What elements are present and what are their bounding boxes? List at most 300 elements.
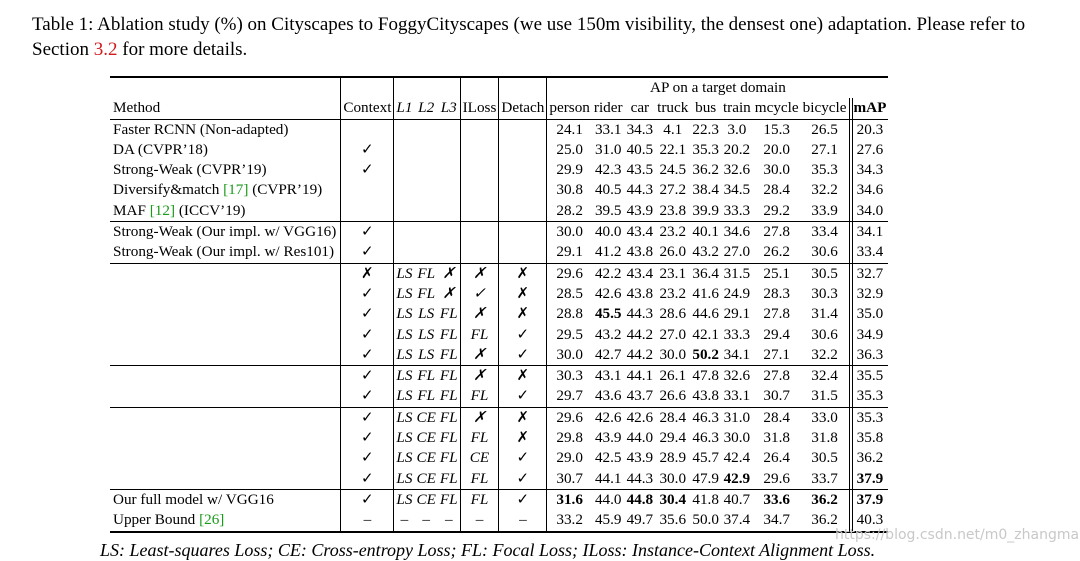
value-cell-mcycle: 27.1 bbox=[763, 345, 790, 363]
value-cell-map: 37.9 bbox=[849, 489, 888, 510]
method-cell bbox=[110, 160, 341, 180]
l2-cell: FL bbox=[414, 366, 437, 387]
value-cell-map: 27.6 bbox=[849, 140, 888, 160]
l3-cell bbox=[438, 140, 460, 160]
value-cell-bus: 41.8 bbox=[690, 489, 721, 510]
column-header-rider: rider bbox=[592, 98, 625, 119]
value-cell-rider: 42.5 bbox=[594, 449, 622, 467]
l2-cell: CE bbox=[414, 489, 437, 510]
method-cell bbox=[110, 469, 341, 490]
value-cell-mcycle: 15.3 bbox=[763, 120, 790, 138]
value-cell-truck: 24.5 bbox=[659, 161, 687, 179]
value-cell-car: 43.5 bbox=[626, 161, 654, 179]
l2-cell: FL bbox=[414, 263, 437, 284]
value-cell-truck: 28.4 bbox=[655, 407, 690, 428]
value-cell-rider: 33.1 bbox=[594, 120, 622, 138]
value-cell-bicycle: 33.9 bbox=[811, 201, 838, 219]
method-name: Our full model w/ VGG16 bbox=[113, 490, 274, 508]
detach-cell: ✗ bbox=[499, 407, 547, 428]
l2-cell: CE bbox=[416, 469, 436, 487]
watermark: https://blog.csdn.net/m0_zhangma bbox=[835, 527, 1080, 543]
context-cell: ✓ bbox=[341, 325, 394, 345]
header-spacer bbox=[460, 77, 499, 98]
iloss-cell: ✗ bbox=[460, 345, 499, 366]
detach-cell: ✗ bbox=[499, 366, 547, 387]
header-group-label: AP on a target domain bbox=[547, 77, 889, 98]
l1-cell: LS bbox=[394, 345, 415, 366]
iloss-cell bbox=[460, 140, 499, 160]
value-cell-truck: 22.1 bbox=[659, 140, 687, 158]
l3-cell: FL bbox=[438, 489, 460, 510]
table-row bbox=[110, 469, 888, 490]
value-cell-map: 35.5 bbox=[849, 366, 888, 387]
detach-cell bbox=[499, 242, 547, 263]
l3-cell bbox=[438, 201, 460, 222]
value-cell-map: 35.3 bbox=[849, 407, 888, 428]
l1-cell: LS bbox=[394, 448, 415, 468]
method-cell bbox=[110, 510, 341, 531]
method-cell bbox=[110, 345, 341, 366]
column-header-l1: L1 bbox=[394, 98, 415, 119]
value-cell-bicycle: 31.4 bbox=[811, 305, 838, 323]
context-cell: ✓ bbox=[341, 160, 394, 180]
table-row bbox=[110, 119, 888, 140]
table-row bbox=[110, 510, 888, 531]
value-cell-rider: 42.6 bbox=[594, 284, 622, 302]
value-cell-person: 30.3 bbox=[547, 366, 592, 387]
value-cell-map: 34.1 bbox=[849, 222, 888, 243]
l3-cell: FL bbox=[439, 449, 458, 467]
value-cell-mcycle: 30.0 bbox=[763, 161, 790, 179]
table-row bbox=[110, 304, 888, 324]
value-cell-car: 43.9 bbox=[626, 201, 654, 219]
context-cell: ✓ bbox=[341, 242, 394, 263]
value-cell-bicycle: 32.2 bbox=[811, 345, 838, 363]
method-cell bbox=[110, 222, 341, 243]
detach-cell bbox=[499, 119, 547, 140]
l2-cell bbox=[414, 222, 437, 243]
column-header-map: mAP bbox=[849, 98, 888, 119]
value-cell-bicycle: 31.5 bbox=[811, 387, 838, 405]
value-cell-truck: 27.0 bbox=[659, 325, 687, 343]
iloss-cell: FL bbox=[460, 428, 499, 448]
value-cell-rider: 42.3 bbox=[594, 161, 622, 179]
method-name: DA (CVPR’18) bbox=[113, 140, 208, 158]
value-cell-car: 44.8 bbox=[625, 489, 656, 510]
value-cell-train: 24.9 bbox=[723, 284, 751, 302]
l1-cell: LS bbox=[394, 386, 415, 407]
context-cell: ✓ bbox=[341, 489, 394, 510]
detach-cell bbox=[499, 160, 547, 180]
method-name: Diversify&match bbox=[113, 181, 224, 199]
value-cell-bus: 50.0 bbox=[690, 510, 721, 531]
value-cell-rider: 42.6 bbox=[592, 407, 625, 428]
iloss-cell: FL bbox=[460, 325, 499, 345]
value-cell-truck: 23.1 bbox=[655, 263, 690, 284]
l2-cell: FL bbox=[417, 387, 436, 405]
value-cell-rider: 43.6 bbox=[594, 387, 622, 405]
header-spacer bbox=[110, 77, 341, 98]
method-cell bbox=[110, 284, 341, 304]
l2-cell bbox=[414, 140, 437, 160]
value-cell-train: 32.6 bbox=[721, 366, 753, 387]
value-cell-car: 40.5 bbox=[626, 140, 654, 158]
l1-cell bbox=[394, 201, 415, 222]
l2-cell bbox=[414, 242, 437, 263]
iloss-cell bbox=[460, 160, 499, 180]
method-venue: (CVPR’19) bbox=[248, 181, 323, 199]
value-cell-rider: 45.5 bbox=[594, 305, 622, 323]
value-cell-mcycle: 27.8 bbox=[763, 305, 790, 323]
l2-cell: CE bbox=[416, 429, 436, 447]
value-cell-map: 33.4 bbox=[849, 242, 888, 263]
table-row bbox=[110, 242, 888, 263]
table-row bbox=[110, 180, 888, 200]
value-cell-bus: 41.6 bbox=[692, 284, 719, 302]
value-cell-map: 36.2 bbox=[849, 448, 888, 468]
l2-cell: LS bbox=[418, 305, 435, 323]
value-cell-rider: 44.1 bbox=[594, 469, 622, 487]
detach-cell: ✗ bbox=[499, 284, 547, 304]
value-cell-bicycle: 31.8 bbox=[811, 429, 838, 447]
value-cell-bus: 36.2 bbox=[692, 161, 719, 179]
value-cell-map: 35.3 bbox=[849, 386, 888, 407]
method-cell bbox=[110, 119, 341, 140]
value-cell-map: 36.3 bbox=[849, 345, 888, 366]
value-cell-person: 28.2 bbox=[547, 201, 592, 222]
l3-cell bbox=[438, 222, 460, 243]
l2-cell: CE bbox=[414, 407, 437, 428]
value-cell-bus: 40.1 bbox=[690, 222, 721, 243]
l1-cell: LS bbox=[394, 263, 415, 284]
value-cell-car: 42.6 bbox=[625, 407, 656, 428]
l1-cell: LS bbox=[394, 304, 415, 324]
value-cell-person: 29.5 bbox=[547, 325, 592, 345]
value-cell-train: 3.0 bbox=[727, 120, 747, 138]
value-cell-bus: 22.3 bbox=[692, 120, 719, 138]
method-name: Strong-Weak (CVPR’19) bbox=[113, 161, 267, 179]
value-cell-map: 40.3 bbox=[849, 510, 888, 531]
value-cell-bus: 38.4 bbox=[692, 181, 719, 199]
value-cell-bus: 39.9 bbox=[692, 201, 719, 219]
table-row bbox=[110, 325, 888, 345]
value-cell-bicycle: 27.1 bbox=[811, 140, 838, 158]
method-name: Strong-Weak (Our impl. w/ Res101) bbox=[113, 243, 335, 261]
column-header-car: car bbox=[625, 98, 656, 119]
value-cell-bus: 46.3 bbox=[692, 429, 719, 447]
context-cell: ✓ bbox=[341, 366, 394, 387]
value-cell-bus: 44.6 bbox=[692, 305, 719, 323]
context-cell: ✗ bbox=[341, 263, 394, 284]
value-cell-rider: 43.1 bbox=[592, 366, 625, 387]
value-cell-bus: 35.3 bbox=[692, 140, 719, 158]
l1-cell: – bbox=[394, 510, 415, 531]
method-cell bbox=[110, 386, 341, 407]
iloss-cell: – bbox=[460, 510, 499, 531]
citation-link[interactable]: [12] bbox=[149, 201, 176, 219]
value-cell-truck: 30.0 bbox=[659, 469, 687, 487]
context-cell: ✓ bbox=[341, 304, 394, 324]
value-cell-bus: 47.8 bbox=[690, 366, 721, 387]
context-cell: – bbox=[341, 510, 394, 531]
citation-link[interactable]: [26] bbox=[199, 511, 225, 529]
value-cell-car: 49.7 bbox=[625, 510, 656, 531]
value-cell-mcycle: 29.4 bbox=[763, 325, 790, 343]
value-cell-car: 44.2 bbox=[626, 345, 654, 363]
detach-cell: ✓ bbox=[499, 386, 547, 407]
method-name: Upper Bound bbox=[113, 511, 200, 529]
l2-cell bbox=[414, 160, 437, 180]
l3-cell: FL bbox=[438, 366, 460, 387]
value-cell-car: 43.8 bbox=[626, 284, 654, 302]
value-cell-bicycle: 36.2 bbox=[801, 510, 849, 531]
l2-cell bbox=[414, 180, 437, 200]
context-cell: ✓ bbox=[341, 407, 394, 428]
value-cell-rider: 40.0 bbox=[592, 222, 625, 243]
detach-cell bbox=[499, 180, 547, 200]
value-cell-train: 33.3 bbox=[723, 201, 751, 219]
l3-cell: – bbox=[438, 510, 460, 531]
method-cell bbox=[110, 407, 341, 428]
value-cell-bicycle: 30.5 bbox=[801, 263, 849, 284]
detach-cell bbox=[499, 140, 547, 160]
table-row bbox=[110, 284, 888, 304]
section-link[interactable]: 3.2 bbox=[93, 39, 118, 60]
value-cell-person: 31.6 bbox=[547, 489, 592, 510]
column-header-bus: bus bbox=[690, 98, 721, 119]
l3-cell: FL bbox=[439, 345, 458, 363]
value-cell-person: 29.6 bbox=[547, 263, 592, 284]
value-cell-train: 42.9 bbox=[723, 469, 751, 487]
l1-cell bbox=[394, 180, 415, 200]
value-cell-truck: 30.0 bbox=[659, 345, 687, 363]
context-cell bbox=[341, 201, 394, 222]
value-cell-bicycle: 32.4 bbox=[801, 366, 849, 387]
value-cell-map: 32.7 bbox=[849, 263, 888, 284]
column-header-method: Method bbox=[110, 98, 341, 119]
citation-link[interactable]: [17] bbox=[223, 181, 249, 199]
value-cell-train: 27.0 bbox=[723, 243, 751, 261]
value-cell-person: 29.1 bbox=[547, 242, 592, 263]
table-row bbox=[110, 140, 888, 160]
value-cell-mcycle: 26.4 bbox=[763, 449, 790, 467]
l2-cell: FL bbox=[417, 284, 436, 302]
context-cell: ✓ bbox=[341, 284, 394, 304]
value-cell-person: 33.2 bbox=[547, 510, 592, 531]
value-cell-person: 25.0 bbox=[547, 140, 592, 160]
value-cell-person: 28.8 bbox=[547, 304, 592, 324]
value-cell-car: 34.3 bbox=[626, 120, 654, 138]
value-cell-mcycle: 30.7 bbox=[763, 387, 790, 405]
value-cell-bicycle: 33.0 bbox=[801, 407, 849, 428]
value-cell-truck: 26.6 bbox=[659, 387, 687, 405]
table-row bbox=[110, 407, 888, 428]
l2-cell: LS bbox=[418, 345, 435, 363]
table-row bbox=[110, 489, 888, 510]
value-cell-car: 44.0 bbox=[626, 429, 654, 447]
column-header-truck: truck bbox=[655, 98, 690, 119]
value-cell-car: 44.3 bbox=[626, 181, 654, 199]
value-cell-map: 34.3 bbox=[849, 160, 888, 180]
table-row bbox=[110, 201, 888, 222]
value-cell-mcycle: 29.2 bbox=[763, 201, 790, 219]
iloss-cell: ✗ bbox=[460, 407, 499, 428]
value-cell-person: 30.7 bbox=[547, 469, 592, 490]
l1-cell: LS bbox=[394, 284, 415, 304]
l3-cell: FL bbox=[439, 305, 458, 323]
value-cell-map: 37.9 bbox=[849, 469, 888, 490]
value-cell-mcycle: 26.2 bbox=[763, 243, 790, 261]
value-cell-rider: 43.2 bbox=[594, 325, 622, 343]
l2-cell bbox=[414, 201, 437, 222]
context-cell: ✓ bbox=[341, 140, 394, 160]
l3-cell bbox=[438, 160, 460, 180]
value-cell-truck: 29.4 bbox=[659, 429, 687, 447]
value-cell-mcycle: 25.1 bbox=[753, 263, 801, 284]
table-row bbox=[110, 263, 888, 284]
context-cell: ✓ bbox=[341, 428, 394, 448]
column-header-mcycle: mcycle bbox=[753, 98, 801, 119]
method-cell bbox=[110, 448, 341, 468]
value-cell-truck: 30.4 bbox=[655, 489, 690, 510]
value-cell-car: 44.1 bbox=[625, 366, 656, 387]
value-cell-person: 28.5 bbox=[547, 284, 592, 304]
method-cell bbox=[110, 428, 341, 448]
value-cell-train: 34.6 bbox=[721, 222, 753, 243]
value-cell-mcycle: 27.8 bbox=[753, 366, 801, 387]
table-row bbox=[110, 160, 888, 180]
value-cell-mcycle: 27.8 bbox=[753, 222, 801, 243]
value-cell-bus: 46.3 bbox=[690, 407, 721, 428]
value-cell-map: 20.3 bbox=[849, 119, 888, 140]
table-row bbox=[110, 345, 888, 366]
method-cell bbox=[110, 242, 341, 263]
value-cell-mcycle: 28.4 bbox=[753, 407, 801, 428]
l1-cell: LS bbox=[394, 366, 415, 387]
value-cell-bicycle: 26.5 bbox=[811, 120, 838, 138]
method-cell bbox=[110, 140, 341, 160]
caption-tail: for more details. bbox=[117, 39, 248, 60]
method-cell bbox=[110, 201, 341, 222]
detach-cell: ✓ bbox=[499, 489, 547, 510]
table-row bbox=[110, 366, 888, 387]
detach-cell: ✓ bbox=[499, 469, 547, 490]
value-cell-truck: 27.2 bbox=[659, 181, 687, 199]
value-cell-mcycle: 28.4 bbox=[763, 181, 790, 199]
column-header-person: person bbox=[547, 98, 592, 119]
value-cell-mcycle: 29.6 bbox=[763, 469, 790, 487]
value-cell-mcycle: 33.6 bbox=[753, 489, 801, 510]
l3-cell: FL bbox=[439, 469, 458, 487]
value-cell-bus: 50.2 bbox=[692, 345, 719, 363]
value-cell-person: 30.8 bbox=[547, 180, 592, 200]
value-cell-rider: 41.2 bbox=[594, 243, 622, 261]
value-cell-person: 29.6 bbox=[547, 407, 592, 428]
method-cell bbox=[110, 489, 341, 510]
detach-cell: ✗ bbox=[499, 263, 547, 284]
l3-cell: FL bbox=[439, 325, 458, 343]
iloss-cell bbox=[460, 242, 499, 263]
l2-cell bbox=[414, 119, 437, 140]
iloss-cell: CE bbox=[460, 448, 499, 468]
l2-cell: CE bbox=[416, 449, 436, 467]
l3-cell: ✗ bbox=[438, 263, 460, 284]
l3-cell bbox=[438, 119, 460, 140]
context-cell: ✓ bbox=[341, 222, 394, 243]
method-cell bbox=[110, 325, 341, 345]
iloss-cell: ✗ bbox=[460, 263, 499, 284]
l1-cell bbox=[394, 160, 415, 180]
table-row bbox=[110, 222, 888, 243]
value-cell-map: 34.6 bbox=[849, 180, 888, 200]
method-cell bbox=[110, 180, 341, 200]
value-cell-train: 34.5 bbox=[723, 181, 751, 199]
l1-cell bbox=[394, 140, 415, 160]
l1-cell: LS bbox=[394, 325, 415, 345]
iloss-cell: ✗ bbox=[460, 366, 499, 387]
l1-cell bbox=[394, 119, 415, 140]
method-name: MAF bbox=[113, 201, 150, 219]
l2-cell: – bbox=[414, 510, 437, 531]
value-cell-bicycle: 30.6 bbox=[811, 243, 838, 261]
value-cell-bus: 42.1 bbox=[692, 325, 719, 343]
value-cell-map: 35.8 bbox=[849, 428, 888, 448]
value-cell-bicycle: 35.3 bbox=[811, 161, 838, 179]
iloss-cell bbox=[460, 222, 499, 243]
value-cell-train: 31.5 bbox=[721, 263, 753, 284]
l2-cell: LS bbox=[418, 325, 435, 343]
iloss-cell: ✓ bbox=[460, 284, 499, 304]
header-spacer bbox=[341, 77, 394, 98]
context-cell: ✓ bbox=[341, 448, 394, 468]
header-row bbox=[110, 98, 888, 119]
value-cell-bicycle: 36.2 bbox=[801, 489, 849, 510]
l3-cell bbox=[438, 242, 460, 263]
method-cell bbox=[110, 304, 341, 324]
value-cell-truck: 4.1 bbox=[663, 120, 683, 138]
column-header-l3: L3 bbox=[438, 98, 460, 119]
detach-cell bbox=[499, 222, 547, 243]
l3-cell: ✗ bbox=[442, 284, 456, 302]
value-cell-mcycle: 20.0 bbox=[763, 140, 790, 158]
value-cell-bicycle: 33.4 bbox=[801, 222, 849, 243]
iloss-cell bbox=[460, 119, 499, 140]
column-header-iloss: ILoss bbox=[460, 98, 499, 119]
value-cell-person: 29.7 bbox=[547, 386, 592, 407]
iloss-cell bbox=[460, 201, 499, 222]
l3-cell bbox=[438, 180, 460, 200]
value-cell-truck: 35.6 bbox=[655, 510, 690, 531]
value-cell-train: 40.7 bbox=[721, 489, 753, 510]
value-cell-map: 35.0 bbox=[849, 304, 888, 324]
method-cell bbox=[110, 263, 341, 284]
value-cell-bicycle: 32.2 bbox=[811, 181, 838, 199]
value-cell-person: 29.8 bbox=[547, 428, 592, 448]
detach-cell bbox=[499, 201, 547, 222]
value-cell-train: 29.1 bbox=[723, 305, 751, 323]
value-cell-train: 33.1 bbox=[723, 387, 751, 405]
value-cell-mcycle: 34.7 bbox=[753, 510, 801, 531]
value-cell-train: 30.0 bbox=[723, 429, 751, 447]
l3-cell: FL bbox=[439, 387, 458, 405]
value-cell-car: 43.8 bbox=[626, 243, 654, 261]
method-name: Strong-Weak (Our impl. w/ VGG16) bbox=[113, 223, 337, 241]
value-cell-bus: 43.8 bbox=[692, 387, 719, 405]
table-row bbox=[110, 386, 888, 407]
column-header-context: Context bbox=[341, 98, 394, 119]
value-cell-truck: 23.2 bbox=[655, 222, 690, 243]
method-name: Faster RCNN (Non-adapted) bbox=[113, 120, 289, 138]
